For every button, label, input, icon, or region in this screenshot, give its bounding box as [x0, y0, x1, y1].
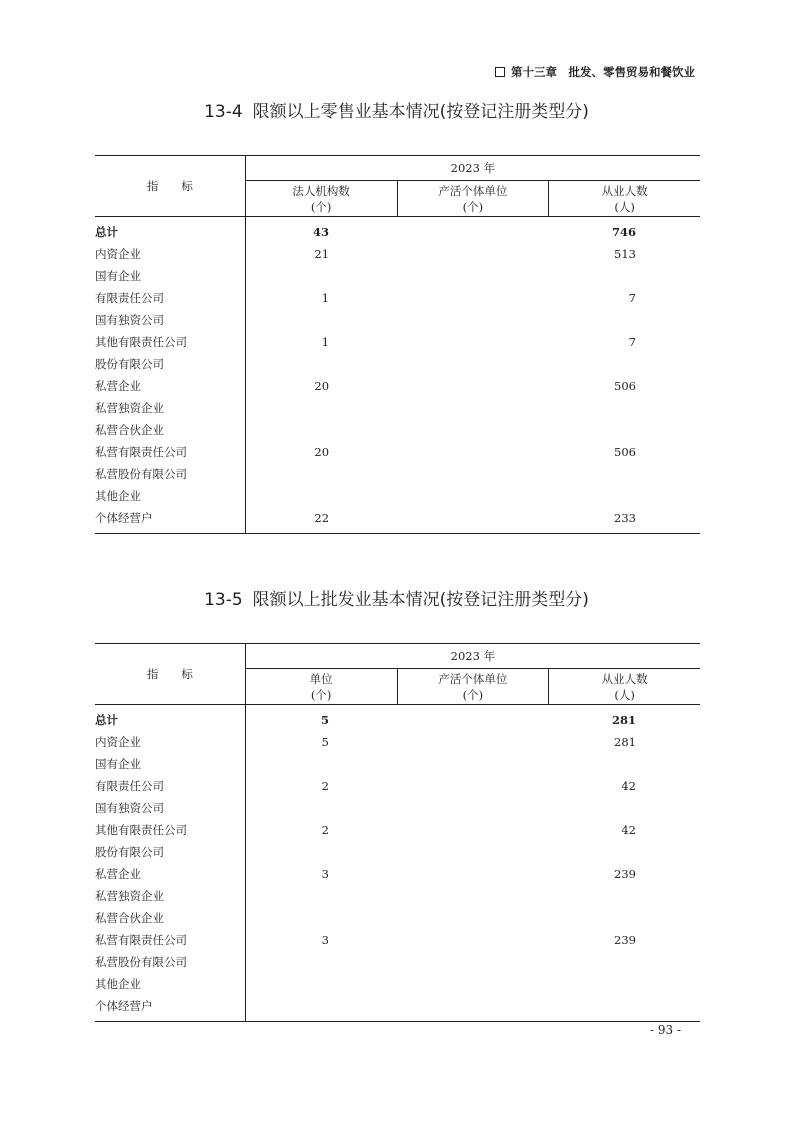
row-label: 私营有限责任公司 [95, 441, 245, 463]
table-row [95, 287, 700, 309]
cell-value [397, 885, 549, 907]
column-header: 单位 (个) [245, 669, 397, 705]
row-label: 私营独资企业 [95, 885, 245, 907]
table-row [95, 331, 700, 353]
row-label: 私营股份有限公司 [95, 951, 245, 973]
cell-value [397, 907, 549, 929]
cell-value: 506 [614, 445, 636, 459]
table-row [95, 731, 700, 753]
cell-value [245, 419, 397, 441]
row-label: 股份有限公司 [95, 841, 245, 863]
table-row [95, 797, 700, 819]
cell-value [245, 753, 397, 775]
row-label: 私营企业 [95, 863, 245, 885]
cell-value [245, 797, 397, 819]
cell-value [245, 995, 397, 1022]
cell-value [397, 753, 549, 775]
row-label: 私营独资企业 [95, 397, 245, 419]
row-label: 其他企业 [95, 973, 245, 995]
cell-value [245, 463, 397, 485]
table-row [95, 265, 700, 287]
row-label: 国有独资公司 [95, 309, 245, 331]
cell-value [245, 397, 397, 419]
table-row [95, 973, 700, 995]
cell-value [397, 863, 549, 885]
cell-value: 1 [321, 335, 330, 349]
cell-value [549, 995, 700, 1022]
table-row [95, 929, 700, 951]
row-label: 其他企业 [95, 485, 245, 507]
cell-value: 281 [614, 735, 636, 749]
cell-value [549, 397, 700, 419]
cell-value [549, 753, 700, 775]
year-header: 2023 年 [245, 644, 700, 669]
row-label: 其他有限责任公司 [95, 331, 245, 353]
table-title-13-5 [0, 585, 793, 610]
table-number: 13-5 [204, 590, 243, 610]
cell-value [397, 775, 549, 797]
cell-value: 239 [614, 933, 636, 947]
cell-value: 506 [614, 379, 636, 393]
cell-value [397, 331, 549, 353]
cell-value [245, 973, 397, 995]
chapter-header [495, 63, 705, 81]
table-row [95, 463, 700, 485]
chapter-title: 第十三章 批发、零售贸易和餐饮业 [511, 65, 695, 79]
cell-value: 281 [611, 713, 636, 727]
cell-value [549, 309, 700, 331]
cell-value: 5 [320, 713, 329, 727]
table-row [95, 353, 700, 375]
row-label: 内资企业 [95, 243, 245, 265]
cell-value [245, 951, 397, 973]
cell-value: 43 [313, 225, 330, 239]
cell-value [549, 907, 700, 929]
cell-value [245, 907, 397, 929]
cell-value [245, 353, 397, 375]
table-row [95, 951, 700, 973]
column-header: 法人机构数 (个) [245, 181, 397, 217]
cell-value: 20 [314, 379, 330, 393]
cell-value: 513 [614, 247, 636, 261]
cell-value [397, 375, 549, 397]
row-label: 总计 [95, 705, 245, 732]
cell-value [397, 217, 549, 244]
table-row [95, 841, 700, 863]
year-header: 2023 年 [245, 156, 700, 181]
cell-value [397, 507, 549, 534]
cell-value [245, 265, 397, 287]
cell-value [549, 973, 700, 995]
cell-value [397, 265, 549, 287]
row-label: 国有独资公司 [95, 797, 245, 819]
table-row [95, 441, 700, 463]
cell-value: 3 [321, 933, 329, 947]
indicator-header: 指 标 [95, 644, 245, 705]
cell-value [397, 797, 549, 819]
cell-value: 22 [245, 507, 397, 534]
page-number: - 93 - [650, 1023, 682, 1037]
row-label: 私营有限责任公司 [95, 929, 245, 951]
table-row [95, 775, 700, 797]
cell-value [245, 309, 397, 331]
cell-value [549, 463, 700, 485]
cell-value: 20 [314, 445, 330, 459]
cell-value: 746 [611, 225, 636, 239]
cell-value [549, 885, 700, 907]
table-row [95, 819, 700, 841]
cell-value [397, 973, 549, 995]
table-row [95, 309, 700, 331]
table-row [95, 995, 700, 1022]
table-row [95, 863, 700, 885]
row-label: 内资企业 [95, 731, 245, 753]
row-label: 个体经营户 [95, 995, 245, 1022]
table-row [95, 907, 700, 929]
cell-value: 2 [321, 779, 329, 793]
row-label: 私营企业 [95, 375, 245, 397]
cell-value [397, 353, 549, 375]
table-number: 13-4 [204, 102, 243, 122]
cell-value [397, 485, 549, 507]
cell-value [245, 885, 397, 907]
table-row [95, 217, 700, 244]
cell-value [397, 463, 549, 485]
cell-value [549, 485, 700, 507]
row-label: 国有企业 [95, 753, 245, 775]
cell-value [549, 419, 700, 441]
column-header: 从业人数 (人) [549, 181, 700, 217]
cell-value [245, 841, 397, 863]
row-label: 私营合伙企业 [95, 907, 245, 929]
cell-value: 5 [321, 735, 329, 749]
row-label: 私营股份有限公司 [95, 463, 245, 485]
cell-value [549, 797, 700, 819]
cell-value: 1 [321, 291, 330, 305]
row-label: 个体经营户 [95, 507, 245, 534]
retail-table [95, 155, 700, 534]
row-label: 其他有限责任公司 [95, 819, 245, 841]
table-row [95, 705, 700, 732]
row-label: 总计 [95, 217, 245, 244]
table-row [95, 885, 700, 907]
cell-value [549, 265, 700, 287]
cell-value [549, 951, 700, 973]
table-title-13-4 [0, 97, 793, 122]
table-caption: 限额以上批发业基本情况(按登记注册类型分) [252, 590, 589, 610]
table-caption: 限额以上零售业基本情况(按登记注册类型分) [252, 102, 589, 122]
cell-value: 2 [321, 823, 329, 837]
cell-value [397, 397, 549, 419]
cell-value [397, 929, 549, 951]
table-row [95, 243, 700, 265]
cell-value [397, 441, 549, 463]
cell-value [549, 841, 700, 863]
row-label: 国有企业 [95, 265, 245, 287]
table-row [95, 375, 700, 397]
cell-value [245, 485, 397, 507]
column-header: 产活个体单位 (个) [397, 669, 549, 705]
row-label: 私营合伙企业 [95, 419, 245, 441]
cell-value [397, 287, 549, 309]
cell-value: 3 [321, 867, 329, 881]
cell-value [397, 841, 549, 863]
row-label: 有限责任公司 [95, 775, 245, 797]
cell-value [397, 731, 549, 753]
cell-value [397, 995, 549, 1022]
square-icon [495, 67, 505, 77]
cell-value [397, 419, 549, 441]
table-row [95, 397, 700, 419]
cell-value: 239 [614, 867, 636, 881]
cell-value [397, 309, 549, 331]
cell-value [549, 353, 700, 375]
cell-value [397, 243, 549, 265]
cell-value [397, 951, 549, 973]
table-row [95, 507, 700, 534]
indicator-header: 指 标 [95, 156, 245, 217]
cell-value: 233 [549, 507, 700, 534]
row-label: 有限责任公司 [95, 287, 245, 309]
cell-value [397, 819, 549, 841]
column-header: 从业人数 (人) [549, 669, 700, 705]
cell-value [397, 705, 549, 732]
cell-value: 7 [628, 335, 636, 349]
column-header: 产活个体单位 (个) [397, 181, 549, 217]
table-row [95, 419, 700, 441]
table-row [95, 485, 700, 507]
cell-value: 21 [314, 247, 330, 261]
table-row [95, 753, 700, 775]
wholesale-table [95, 643, 700, 1022]
cell-value: 42 [621, 823, 636, 837]
cell-value: 7 [628, 291, 636, 305]
row-label: 股份有限公司 [95, 353, 245, 375]
cell-value: 42 [621, 779, 636, 793]
